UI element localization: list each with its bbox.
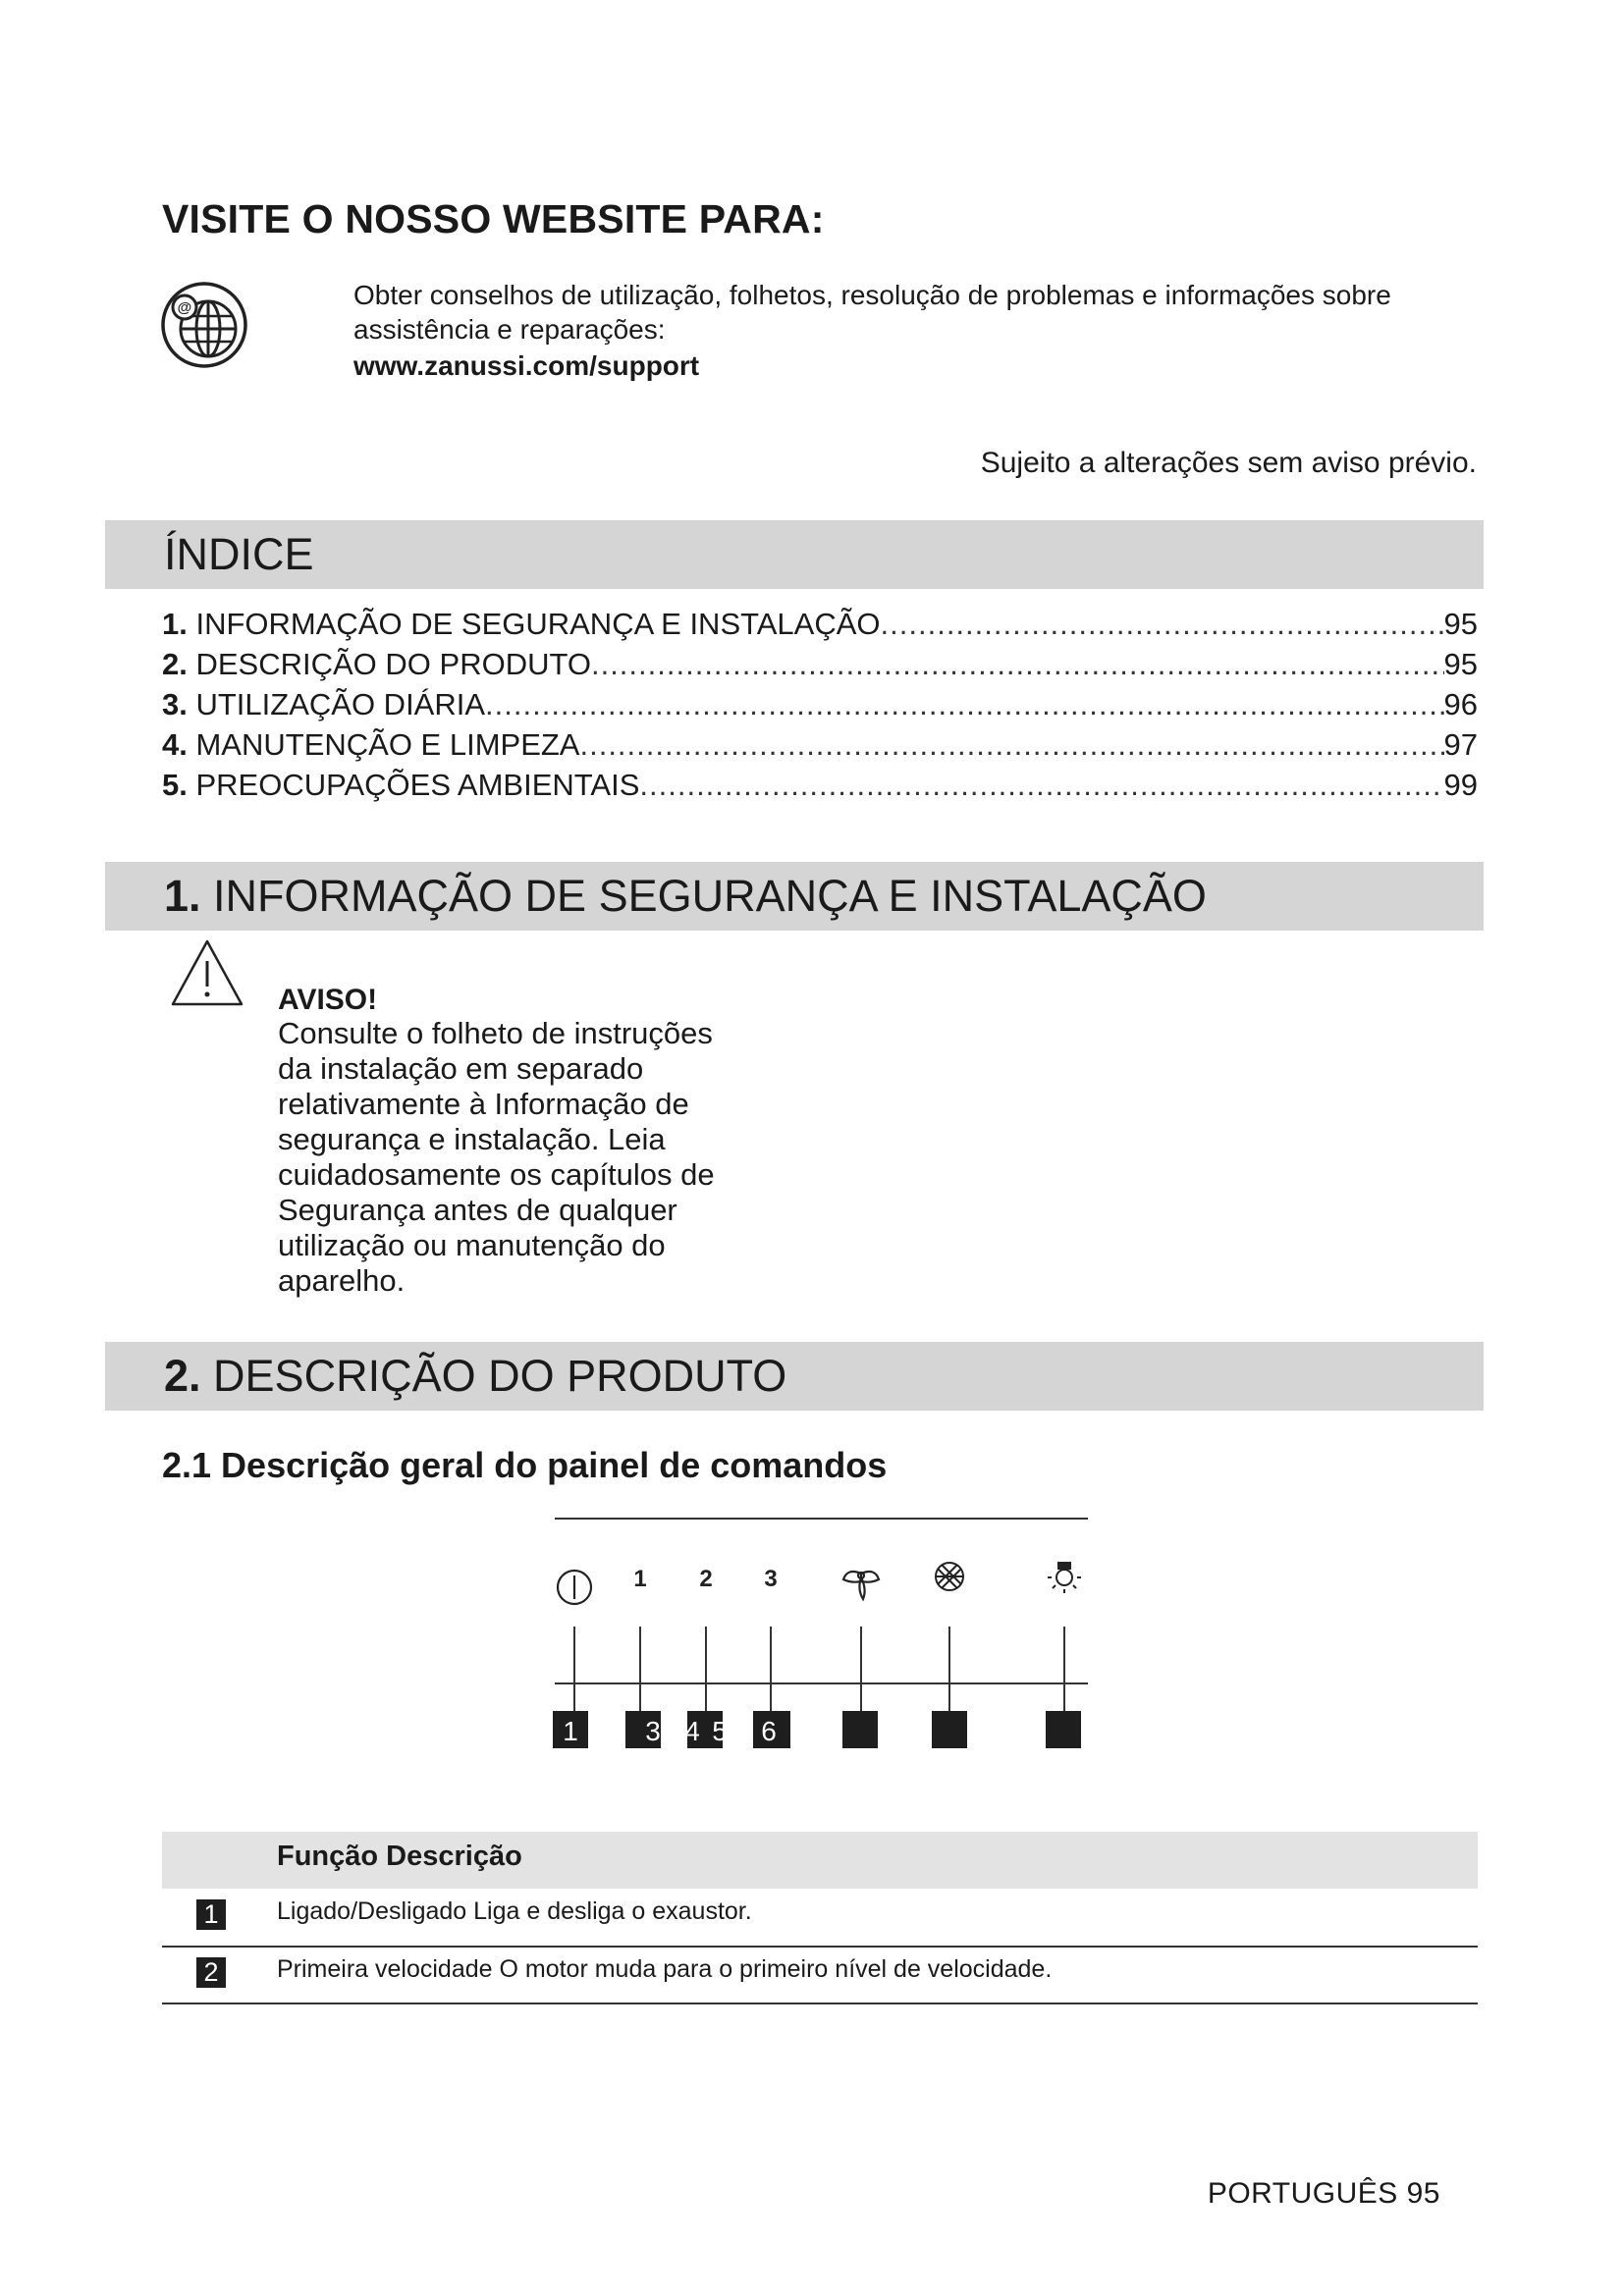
toc-item-label: UTILIZAÇÃO DIÁRIA: [195, 687, 486, 721]
section-2-number: 2.: [164, 1351, 201, 1401]
speed-3-symbol: 3: [764, 1566, 778, 1592]
toc-item-page: 97: [1443, 727, 1478, 762]
website-text: Obter conselhos de utilização, folhetos, resolução de problemas e informações sobre assistência e reparações:: [353, 280, 1391, 345]
toc-item[interactable]: [162, 647, 1478, 687]
change-notice: Sujeito a alterações sem aviso prévio.: [980, 447, 1477, 479]
fan-boost-icon: [843, 1572, 879, 1599]
toc-leader: [579, 727, 1443, 763]
callout-marker: [684, 1711, 728, 1748]
toc-leader: [591, 647, 1444, 682]
row-number-badge: 1: [196, 1899, 226, 1930]
callout-marker: [625, 1711, 661, 1748]
filter-icon: [936, 1563, 963, 1590]
toc-item-number: 4.: [162, 727, 188, 762]
callout-label: 5: [712, 1716, 728, 1746]
speed-2-symbol: 2: [699, 1566, 713, 1592]
callout-marker: [842, 1711, 878, 1748]
warning-triangle-icon: [169, 937, 245, 1008]
section-1-number: 1.: [164, 871, 201, 921]
index-title: ÍNDICE: [164, 529, 314, 579]
toc-item[interactable]: [162, 727, 1478, 768]
toc-item-number: 2.: [162, 647, 188, 681]
section-1-title: [164, 862, 1207, 931]
table-of-contents: [162, 607, 1478, 808]
power-icon: [558, 1571, 591, 1604]
toc-item[interactable]: [162, 768, 1478, 808]
toc-item-label: DESCRIÇÃO DO PRODUTO: [195, 647, 591, 681]
callout-marker: [553, 1711, 588, 1748]
toc-item-label: INFORMAÇÃO DE SEGURANÇA E INSTALAÇÃO: [195, 607, 881, 641]
speed-1-symbol: 1: [633, 1566, 647, 1592]
toc-item[interactable]: [162, 607, 1478, 647]
callout-label: 6: [761, 1716, 777, 1746]
row-number-badge: 2: [196, 1957, 226, 1988]
row-description: Primeira velocidade O motor muda para o primeiro nível de velocidade.: [277, 1955, 1053, 1983]
callout-label: 4: [684, 1716, 700, 1746]
table-header-label: Função Descrição: [277, 1841, 522, 1872]
callout-label: 3: [645, 1716, 661, 1746]
control-panel-subtitle: 2.1 Descrição geral do painel de comandos: [162, 1445, 888, 1485]
callout-lines: [574, 1627, 1064, 1715]
control-panel-diagram: [545, 1507, 1100, 1762]
toc-leader: [639, 768, 1443, 803]
toc-item-number: 3.: [162, 687, 188, 721]
support-link[interactable]: www.zanussi.com/support: [353, 350, 700, 381]
warning-title: AVISO!: [278, 984, 378, 1016]
website-heading: VISITE O NOSSO WEBSITE PARA:: [162, 196, 825, 241]
toc-item[interactable]: [162, 687, 1478, 727]
section-1-title-text: INFORMAÇÃO DE SEGURANÇA E INSTALAÇÃO: [213, 871, 1207, 921]
section-2-title-text: DESCRIÇÃO DO PRODUTO: [213, 1351, 787, 1401]
callout-marker: [932, 1711, 967, 1748]
toc-item-page: 96: [1443, 687, 1478, 721]
globe-support-icon: [159, 280, 249, 370]
toc-item-label: MANUTENÇÃO E LIMPEZA: [195, 727, 580, 762]
toc-item-page: 95: [1443, 647, 1478, 681]
toc-item-label: PREOCUPAÇÕES AMBIENTAIS: [195, 768, 640, 802]
svg-text:@: @: [177, 299, 192, 316]
row-description: Ligado/Desligado Liga e desliga o exaustor.: [277, 1897, 752, 1925]
toc-item-page: 95: [1443, 607, 1478, 641]
light-icon: [1048, 1563, 1081, 1593]
toc-leader: [485, 687, 1443, 722]
toc-item-page: 99: [1443, 768, 1478, 802]
website-description: [353, 278, 1483, 383]
page-footer: PORTUGUÊS 95: [1207, 2177, 1440, 2210]
callout-marker: [1046, 1711, 1081, 1748]
toc-leader: [881, 607, 1444, 642]
section-2-title: [164, 1342, 786, 1411]
toc-item-number: 1.: [162, 607, 188, 641]
callout-label: 1: [563, 1716, 578, 1746]
warning-text: Consulte o folheto de instruções da instalação em separado relativamente à Informação de segurança e instalação. Leia cuidadosamente os capítulos de Segurança antes de qualquer utilização ou manutenção do aparelho.: [278, 1016, 715, 1298]
toc-item-number: 5.: [162, 768, 188, 802]
callout-marker: [753, 1711, 790, 1748]
